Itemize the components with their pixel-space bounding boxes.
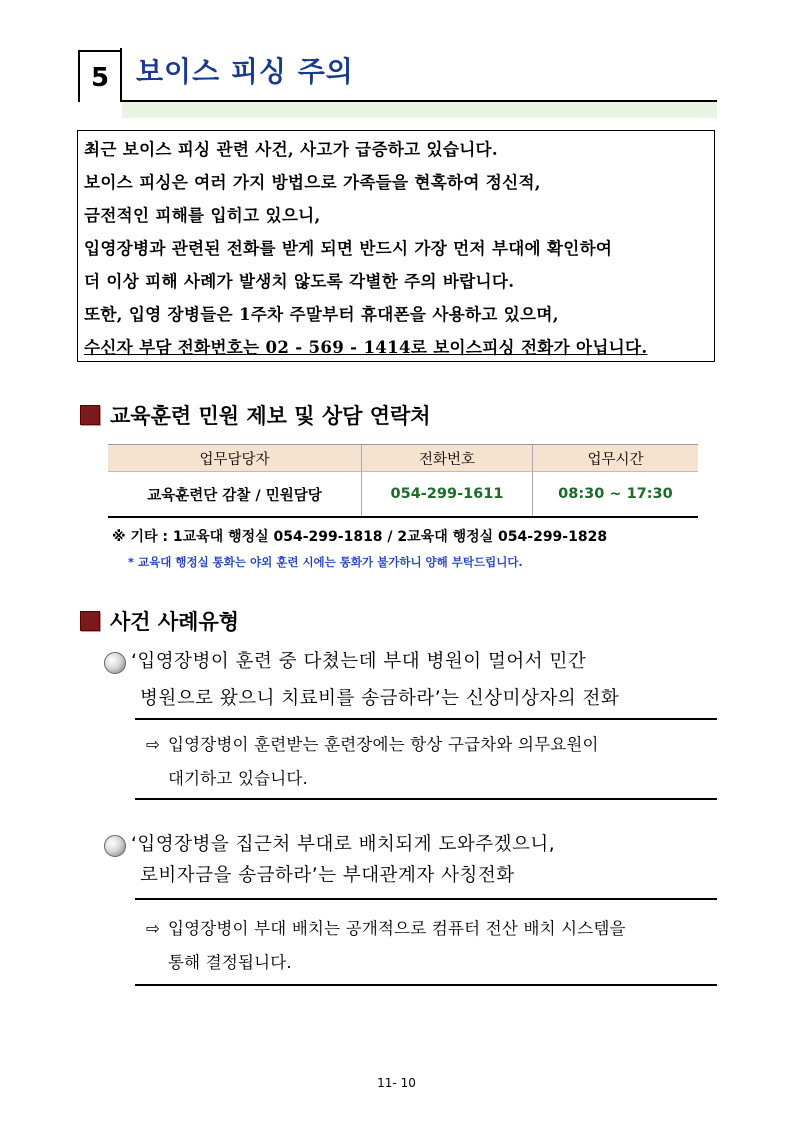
divider	[135, 984, 717, 986]
notice-line-hotline: 수신자 부담 전화번호는 02 - 569 - 1414로 보이스피싱 전화가 아닙니다.	[84, 337, 648, 357]
column-header: 업무담당자	[108, 445, 362, 472]
square-bullet-icon	[80, 611, 100, 631]
case-answer	[146, 728, 599, 762]
notice-line: 입영장병과 관련된 전화를 받게 되면 반드시 가장 먼저 부대에 확인하여	[84, 238, 613, 258]
case-text: 로비자금을 송금하라’는 부대관계자 사칭전화	[140, 865, 515, 886]
contact-table	[108, 444, 698, 518]
header-divider	[120, 48, 122, 102]
contact-heading	[80, 400, 431, 430]
contact-subnote: * 교육대 행정실 통화는 야외 훈련 시에는 통화가 불가하니 양해 부탁드립니다.	[128, 555, 523, 569]
notice-line: 최근 보이스 피싱 관련 사건, 사고가 급증하고 있습니다.	[84, 139, 498, 159]
divider	[135, 718, 717, 720]
case-answer-text: 대기하고 있습니다.	[168, 769, 309, 788]
notice-line: 또한, 입영 장병들은 1주차 주말부터 휴대폰을 사용하고 있으며,	[84, 304, 559, 324]
divider	[135, 798, 717, 800]
notice-line: 금전적인 피해를 입히고 있으니,	[84, 205, 321, 225]
contact-heading-text: 교육훈련 민원 제보 및 상담 연락처	[110, 404, 431, 428]
page-title: 보이스 피싱 주의	[136, 55, 354, 88]
table-row	[108, 472, 698, 518]
header-band	[122, 102, 717, 118]
cases-heading-text: 사건 사례유형	[110, 610, 240, 634]
notice-line: 보이스 피싱은 여러 가지 방법으로 가족들을 현혹하여 정신적,	[84, 172, 541, 192]
arrow-right-icon: ⇨	[146, 735, 161, 754]
cases-heading	[80, 606, 239, 636]
case-answer-text: 입영장병이 훈련받는 훈련장에는 항상 구급차와 의무요원이	[168, 735, 599, 754]
table-header-row	[108, 445, 698, 472]
section-number: 5	[78, 50, 120, 102]
case-text: ‘입영장병을 집근처 부대로 배치되게 도와주겠으니,	[131, 834, 556, 855]
case-answer-text: 통해 결정됩니다.	[168, 953, 292, 972]
column-header: 업무시간	[532, 445, 698, 472]
circle-bullet-icon	[104, 835, 126, 857]
notice-line: 더 이상 피해 사례가 발생치 않도록 각별한 주의 바랍니다.	[84, 271, 515, 291]
contact-person: 교육훈련단 감찰 / 민원담당	[108, 472, 362, 518]
divider	[135, 898, 717, 900]
contact-hours: 08:30 ~ 17:30	[532, 472, 698, 518]
circle-bullet-icon	[104, 652, 126, 674]
case-answer	[146, 912, 626, 946]
arrow-right-icon: ⇨	[146, 919, 161, 938]
column-header: 전화번호	[362, 445, 533, 472]
square-bullet-icon	[80, 405, 100, 425]
case-answer-text: 입영장병이 부대 배치는 공개적으로 컴퓨터 전산 배치 시스템을	[168, 919, 626, 938]
notice-box	[77, 130, 715, 362]
case-text: ‘입영장병이 훈련 중 다쳤는데 부대 병원이 멀어서 민간	[131, 651, 587, 672]
page-number: 11- 10	[377, 1076, 416, 1090]
case-text: 병원으로 왔으니 치료비를 송금하라’는 신상미상자의 전화	[140, 688, 620, 709]
contact-phone: 054-299-1611	[362, 472, 533, 518]
contact-note: ※ 기타 : 1교육대 행정실 054-299-1818 / 2교육대 행정실 054-299-1828	[112, 529, 608, 545]
